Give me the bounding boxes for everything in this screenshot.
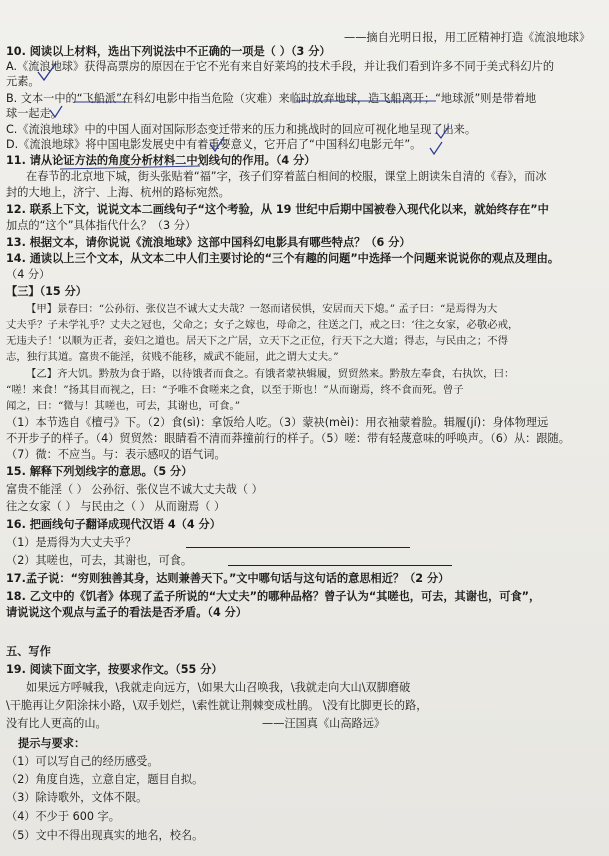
text-line-q13: 13. 根据文本，请你说说《流浪地球》这部中国科幻电影具有哪些特点？（6 分） <box>6 236 411 249</box>
text-line-q12-2: 加点的“这个”具体指代什么？（3 分） <box>6 219 197 232</box>
checkmark-c <box>436 126 449 138</box>
text-line-q17: 17.孟子说：“穷则独善其身，达则兼善天下。”文中哪句话与这句话的意思相近？（2 分） <box>6 572 450 585</box>
text-line-sec5: 五、写作 <box>6 645 51 658</box>
text-line-q10-src: ——摘自光明日报，用工匠精神打造《流浪地球》 <box>344 31 591 44</box>
text-line-q16-2: （2）其嗟也，可去，其谢也，可食。 <box>6 554 193 567</box>
text-line-jia-4: 志，独行其道。富贵不能淫，贫贱不能移，威武不能屈，此之谓大丈夫。” <box>6 351 339 363</box>
text-line-q10d: D.《流浪地球》将中国电影发展史中有着重要意义，它开启了“中国科幻电影元年”。 <box>6 138 422 151</box>
text-line-yi-2: “嗟！来食！”扬其目而视之，曰：“予唯不食嗟来之食，以至于斯也！”从而谢焉，终不食而死。曾子 <box>6 384 464 396</box>
text-line-note-3: （7）微：不应当。与：表示感叹的语气词。 <box>6 448 226 461</box>
text-line-q11-2: 在春节的北京地下城，街头张贴着“福”字，孩子们穿着蓝白相间的校服，课堂上朗读朱自清的《春》，而冰 <box>26 170 547 183</box>
text-line-q18-2: 请说说这个观点与孟子的看法是否矛盾。（4 分） <box>6 606 248 619</box>
text-line-jia-2: 丈夫乎？子未学礼乎？丈夫之冠也，父命之；女子之嫁也，母命之，往送之门，戒之曰：‘往之女家，必敬必戒， <box>6 319 519 331</box>
text-line-req: 提示与要求： <box>18 737 86 750</box>
text-line-poem-src: ——汪国真《山高路远》 <box>262 717 386 730</box>
text-line-jia-1: 【甲】景春曰：“公孙衍、张仪岂不诚大丈夫哉？一怒而诸侯惧，安居而天下熄。” 孟子曰：“是焉得为大 <box>26 303 498 315</box>
checkmark-a <box>38 63 56 80</box>
text-line-poem-1: 如果远方呼喊我，\我就走向远方，\如果大山召唤我，\我就走向大山\双脚磨破 <box>26 681 411 694</box>
text-line-q15-r1: 富贵不能淫（ ） 公孙衍、张仪岂不诚大丈夫哉（ ） <box>6 483 263 496</box>
text-line-q10a-1: A.《流浪地球》获得高票房的原因在于它不光有来自好莱坞的技术手段，并让我们看到许多不同于美式科幻片的 <box>6 60 555 73</box>
text-line-yi-3: 闻之，曰：“微与！其嗟也，可去，其谢也，可食。” <box>6 400 241 412</box>
text-line-q10b-2: 球一起走。 <box>6 107 62 120</box>
checkmark-b <box>50 106 62 117</box>
text-line-yi-1: 【乙】齐大饥。黔敖为食于路，以待饿者而食之。有饿者蒙袂辑履，贸贸然来。黔敖左奉食，右执饮，曰： <box>26 368 515 380</box>
text-line-q16-1: （1）是焉得为大丈夫乎？ <box>6 536 137 549</box>
text-line-req-4: （4）不少于 600 字。 <box>6 810 120 823</box>
text-line-req-2: （2）角度自选，立意自定，题目自拟。 <box>6 773 204 786</box>
checkmark-d2 <box>430 142 442 154</box>
text-line-q14-1: 14. 通读以上三个文本，从文本二中人们主要讨论的“三个有趣的问题”中选择一个问题来说说你的观点及理由。 <box>6 252 560 265</box>
text-line-req-3: （3）除诗歌外，文体不限。 <box>6 791 148 804</box>
text-line-q10b-1: B. 文本一中的“飞船派”在科幻电影中指当危险（灾难）来临时放弃地球，造飞船离开；“地球派”则是带着地 <box>6 92 537 105</box>
checkmark-d <box>210 137 224 151</box>
text-line-req-1: （1）可以写自己的经历感受。 <box>6 755 159 768</box>
text-line-q18-1: 18. 乙文中的《饥者》体现了孟子所说的“大丈夫”的哪种品格？曾子认为“其嗟也，可去，其谢也，可食”， <box>6 590 541 603</box>
text-line-q16: 16. 把画线句子翻译成现代汉语 4（4 分） <box>6 518 221 531</box>
text-line-q14-2: （4 分） <box>6 268 51 281</box>
text-line-poem-2: \干脆再让夕阳涂抹小路，\双手划烂，\索性就让荆棘变成杜鹃。 \没有比脚更长的路， <box>6 699 428 712</box>
text-line-q10c: C.《流浪地球》中的中国人面对国际形态变迁带来的压力和挑战时的回应可视化地呈现了出来。 <box>6 123 477 136</box>
text-line-note-1: （1）本节选自《檀弓》下。（2）食(sì)：拿饭给人吃。（3）蒙袂(mèi)：用衣袖蒙着脸。辑履(jí)：身体物理远 <box>6 416 549 429</box>
text-line-poem-3: 没有比人更高的山。 <box>6 717 107 730</box>
text-line-sec3: 【三】（15 分） <box>6 285 87 298</box>
text-line-jia-3: 无违夫子！’以顺为正者，妾妇之道也。居天下之广居，立天下之正位，行天下之大道；得志，与民由之；不得 <box>6 335 509 347</box>
text-line-q11-3: 封的大地上，济宁、上海、杭州的路标宛然。 <box>6 186 230 199</box>
text-line-q10: 10. 阅读以上材料，选出下列说法中不正确的一项是（ ）（3 分） <box>6 45 331 58</box>
text-line-q12-1: 12. 联系上下文，说说文本二画线句子“这个考验，从 19 世纪中后期中国被卷入现代化以来，就始终存在”中 <box>6 203 549 216</box>
stroke-11 <box>60 166 200 169</box>
text-line-q19: 19. 阅读下面文字，按要求作文。（55 分） <box>6 663 223 676</box>
text-line-q15: 15. 解释下列划线字的意思。（5 分） <box>6 465 193 478</box>
text-line-req-5: （5）文中不得出现真实的地名，校名。 <box>6 829 204 842</box>
text-line-q15-r2: 往之女家（ ） 与民由之（ ） 从而谢焉（ ） <box>6 500 226 513</box>
text-line-note-2: 不开步子的样子。（4）贸贸然：眼睛看不清而莽撞前行的样子。（5）嗟：带有轻蔑意味的呼唤声。（6）从：跟随。 <box>6 432 570 445</box>
text-line-q10a-2: 元素。 <box>6 75 40 88</box>
text-line-q11-1: 11. 请从论证方法的角度分析材料二中划线句的作用。（4 分） <box>6 154 316 167</box>
